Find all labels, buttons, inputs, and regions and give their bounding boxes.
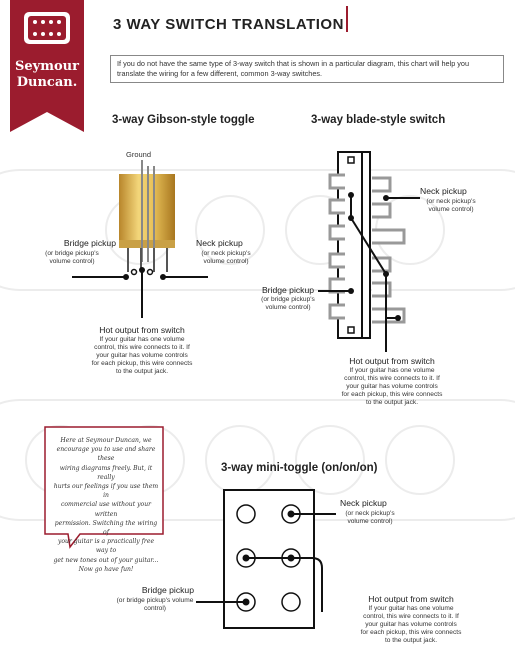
mini-hot-sub4: for each pickup, this wire connects (360, 629, 462, 636)
gibson-hot-label: Hot output from switch (99, 325, 185, 335)
note-line-5: commercial use without your written (60, 501, 152, 518)
mini-bridge-sub1: (or bridge pickup's volume (116, 597, 194, 604)
gibson-heading: 3-way Gibson-style toggle (112, 114, 255, 126)
gibson-hot-sub1: If your guitar has one volume (99, 336, 185, 343)
mini-hot-sub3: your guitar has volume controls (365, 621, 457, 628)
blade-bridge-label: Bridge pickup (261, 285, 315, 295)
mini-bridge-label: Bridge pickup (141, 585, 194, 595)
gibson-hot-sub2: control, this wire connects to it. If (94, 344, 190, 351)
mini-hot-sub5: to the output jack. (384, 637, 438, 644)
mini-neck-sub1: (or neck pickup's (345, 510, 395, 517)
intro-text: If you do not have the same type of 3-way switch that is shown in a particular diagram, this chart will help you translate the wiring for a few different, common 3-way switches. (110, 55, 504, 83)
gibson-neck-label: Neck pickup (196, 238, 243, 248)
blade-bridge-sub1: (or bridge pickup's (261, 296, 315, 303)
note-line-4: hurts our feelings if you use them in (53, 483, 159, 500)
blade-hot-sub2: control, this wire connects to it. If (344, 375, 440, 382)
note-line-1: Here at Seymour Duncan, we (60, 437, 152, 444)
note-line-7: your guitar is a practically free way to (57, 538, 155, 555)
mini-neck-label: Neck pickup (340, 498, 387, 508)
mini-bridge-sub2: control) (144, 605, 166, 612)
gibson-hot-sub3: your guitar has volume controls (96, 352, 188, 359)
blade-neck-sub1: (or neck pickup's (426, 198, 476, 205)
mini-hot-label: Hot output from switch (368, 594, 454, 604)
note-line-6: permission. Switching the wiring of (54, 519, 158, 537)
gibson-bridge-sub2: volume control) (49, 258, 95, 265)
gibson-hot-sub4: for each pickup, this wire connects (91, 360, 193, 367)
mini-hot-sub1: If your guitar has one volume (368, 605, 454, 612)
gibson-neck-sub1: (or neck pickup's (201, 250, 251, 257)
page-title: 3 WAY SWITCH TRANSLATION (113, 16, 344, 33)
brand-name-line2: Duncan. (16, 75, 78, 90)
note-line-3: wiring diagrams freely. But, it really (59, 464, 153, 481)
blade-hot-sub5: to the output jack. (365, 399, 419, 406)
blade-hot-label: Hot output from switch (349, 356, 435, 366)
mini-heading: 3-way mini-toggle (on/on/on) (221, 462, 378, 474)
note-line-9: Now go have fun! (78, 565, 134, 573)
gibson-ground-label: Ground (126, 150, 152, 159)
note-line-8: get new tones out of your guitar... (53, 556, 159, 564)
gibson-neck-sub2: volume control) (203, 258, 249, 265)
blade-bridge-sub2: volume control) (265, 304, 311, 311)
gibson-bridge-label: Bridge pickup (63, 238, 116, 248)
brand-name-line1: Seymour (15, 59, 79, 74)
blade-heading: 3-way blade-style switch (311, 114, 446, 126)
mini-neck-sub2: volume control) (347, 518, 393, 525)
blade-neck-sub2: volume control) (428, 206, 474, 213)
note-line-2: encourage you to use and share these (56, 446, 156, 463)
blade-neck-label: Neck pickup (420, 186, 467, 196)
mini-hot-sub2: control, this wire connects to it. If (363, 613, 459, 620)
blade-hot-sub1: If your guitar has one volume (349, 367, 435, 374)
blade-hot-sub4: for each pickup, this wire connects (341, 391, 443, 398)
gibson-bridge-sub1: (or bridge pickup's (45, 250, 99, 257)
blade-hot-sub3: your guitar has volume controls (346, 383, 438, 390)
gibson-hot-sub5: to the output jack. (115, 368, 169, 375)
